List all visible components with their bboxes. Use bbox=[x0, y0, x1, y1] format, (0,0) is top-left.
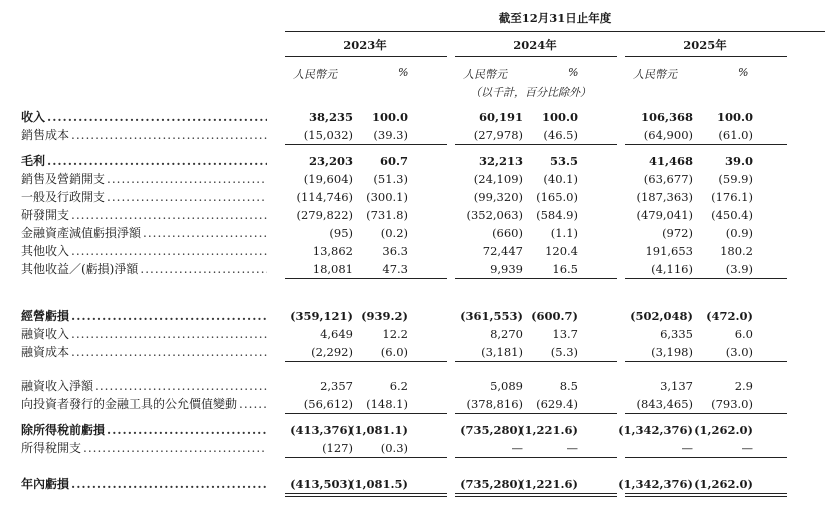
year-2023-heading: 2023年 bbox=[343, 38, 387, 52]
amount-cell: (1,342,376) bbox=[618, 423, 693, 437]
subtotal-rule bbox=[455, 278, 617, 279]
amount-cell: (378,816) bbox=[466, 397, 523, 411]
row-label: 銷售及營銷開支 ..... bbox=[21, 170, 267, 188]
amount-cell: (64,900) bbox=[643, 128, 693, 142]
percent-cell: 180.2 bbox=[720, 244, 753, 258]
row-label: 融資成本 ..... bbox=[21, 343, 267, 361]
year-2024-heading: 2024年 bbox=[513, 38, 557, 52]
percent-cell: (584.9) bbox=[536, 208, 578, 222]
subtotal-rule bbox=[625, 278, 787, 279]
percent-cell: (1,262.0) bbox=[694, 477, 753, 491]
table-row bbox=[0, 206, 833, 224]
row-label: 向投資者發行的金融工具的公允價值變動 ..... bbox=[21, 395, 267, 413]
amount-cell: (19,604) bbox=[303, 172, 353, 186]
currency-unit-2024: 人民幣元 bbox=[463, 68, 507, 81]
amount-cell: (352,063) bbox=[466, 208, 523, 222]
percent-cell: (59.9) bbox=[718, 172, 753, 186]
row-label: 銷售成本 ..... bbox=[21, 126, 267, 144]
percent-cell: (3.9) bbox=[725, 262, 753, 276]
amount-cell: 191,653 bbox=[645, 244, 693, 258]
subtotal-rule bbox=[285, 413, 447, 414]
amount-cell: — bbox=[681, 441, 693, 455]
percent-cell: (0.3) bbox=[380, 441, 408, 455]
amount-cell: 4,649 bbox=[320, 327, 353, 341]
amount-cell: — bbox=[511, 441, 523, 455]
table-row bbox=[0, 126, 833, 144]
percent-cell: (450.4) bbox=[711, 208, 753, 222]
table-row bbox=[0, 395, 833, 413]
percent-cell: (472.0) bbox=[706, 309, 753, 323]
year-2023-rule bbox=[285, 56, 447, 57]
percent-cell: (0.2) bbox=[380, 226, 408, 240]
subtotal-rule bbox=[625, 144, 787, 145]
amount-cell: 9,939 bbox=[490, 262, 523, 276]
row-label: 除所得稅前虧損 ..... bbox=[21, 421, 267, 439]
table-row bbox=[0, 377, 833, 395]
subtotal-rule bbox=[625, 413, 787, 414]
amount-cell: (24,109) bbox=[473, 172, 523, 186]
amount-cell: 3,137 bbox=[660, 379, 693, 393]
percent-cell: 8.5 bbox=[559, 379, 578, 393]
currency-unit-2025: 人民幣元 bbox=[633, 68, 677, 81]
amount-cell: 13,862 bbox=[312, 244, 353, 258]
percent-cell: 100.0 bbox=[371, 110, 408, 124]
amount-cell: 18,081 bbox=[312, 262, 353, 276]
percent-cell: (6.0) bbox=[380, 345, 408, 359]
row-label: 經營虧損 ..... bbox=[21, 307, 267, 325]
percent-cell: 36.3 bbox=[382, 244, 408, 258]
percent-cell: — bbox=[741, 441, 753, 455]
amount-cell: (361,553) bbox=[460, 309, 523, 323]
percent-cell: (600.7) bbox=[531, 309, 578, 323]
amount-cell: (972) bbox=[662, 226, 693, 240]
percent-cell: (46.5) bbox=[543, 128, 578, 142]
percent-cell: (51.3) bbox=[373, 172, 408, 186]
period-heading-rule bbox=[285, 31, 825, 32]
amount-cell: (413,376) bbox=[290, 423, 353, 437]
percent-cell: (300.1) bbox=[366, 190, 408, 204]
row-label: 一般及行政開支 ..... bbox=[21, 188, 267, 206]
currency-unit-2023: 人民幣元 bbox=[293, 68, 337, 81]
subtotal-rule bbox=[455, 361, 617, 362]
table-row bbox=[0, 188, 833, 206]
table-row bbox=[0, 325, 833, 343]
amount-cell: (187,363) bbox=[636, 190, 693, 204]
row-label: 融資收入淨額 ..... bbox=[21, 377, 267, 395]
amount-cell: (359,121) bbox=[290, 309, 353, 323]
subtotal-rule bbox=[455, 457, 617, 458]
amount-cell: (15,032) bbox=[303, 128, 353, 142]
amount-cell: (2,292) bbox=[311, 345, 353, 359]
percent-cell: (0.9) bbox=[725, 226, 753, 240]
percent-cell: (1,081.1) bbox=[349, 423, 408, 437]
percent-cell: (39.3) bbox=[373, 128, 408, 142]
amount-cell: 41,468 bbox=[648, 154, 693, 168]
subtotal-rule bbox=[625, 361, 787, 362]
percent-cell: 47.3 bbox=[382, 262, 408, 276]
table-row bbox=[0, 439, 833, 457]
amount-cell: (27,978) bbox=[473, 128, 523, 142]
table-row bbox=[0, 475, 833, 493]
subtotal-rule bbox=[455, 144, 617, 145]
percent-cell: — bbox=[566, 441, 578, 455]
percent-cell: (148.1) bbox=[366, 397, 408, 411]
table-row bbox=[0, 224, 833, 242]
percent-cell: (5.3) bbox=[550, 345, 578, 359]
percent-cell: (629.4) bbox=[536, 397, 578, 411]
amount-cell: 60,191 bbox=[478, 110, 523, 124]
percent-cell: (1.1) bbox=[550, 226, 578, 240]
amount-cell: (735,280) bbox=[460, 423, 523, 437]
percent-cell: 12.2 bbox=[382, 327, 408, 341]
amount-cell: (99,320) bbox=[473, 190, 523, 204]
row-label: 年內虧損 ..... bbox=[21, 475, 267, 493]
year-2024-rule bbox=[455, 56, 617, 57]
percent-cell: (40.1) bbox=[543, 172, 578, 186]
amount-cell: (114,746) bbox=[296, 190, 353, 204]
percent-cell: 100.0 bbox=[716, 110, 753, 124]
amount-cell: (4,116) bbox=[651, 262, 693, 276]
row-label: 毛利 ..... bbox=[21, 152, 267, 170]
total-double-rule bbox=[625, 493, 787, 497]
amount-cell: (502,048) bbox=[630, 309, 693, 323]
percent-cell: 13.7 bbox=[552, 327, 578, 341]
percent-cell: 53.5 bbox=[549, 154, 578, 168]
subtotal-rule bbox=[285, 457, 447, 458]
percent-cell: (165.0) bbox=[536, 190, 578, 204]
percent-cell: 120.4 bbox=[545, 244, 578, 258]
percent-unit-2025: % bbox=[738, 66, 749, 79]
row-label: 收入 ..... bbox=[21, 108, 267, 126]
subtotal-rule bbox=[455, 413, 617, 414]
subtotal-rule bbox=[285, 144, 447, 145]
amount-cell: (479,041) bbox=[636, 208, 693, 222]
percent-cell: 6.2 bbox=[389, 379, 408, 393]
amount-cell: (660) bbox=[492, 226, 523, 240]
table-row bbox=[0, 108, 833, 126]
year-2025-rule bbox=[625, 56, 787, 57]
row-label: 其他收入 ..... bbox=[21, 242, 267, 260]
amount-cell: (63,677) bbox=[643, 172, 693, 186]
amount-cell: 23,203 bbox=[308, 154, 353, 168]
amount-cell: 32,213 bbox=[478, 154, 523, 168]
percent-cell: (176.1) bbox=[711, 190, 753, 204]
percent-cell: (731.8) bbox=[366, 208, 408, 222]
percent-cell: (793.0) bbox=[711, 397, 753, 411]
percent-cell: 100.0 bbox=[541, 110, 578, 124]
amount-cell: (3,198) bbox=[651, 345, 693, 359]
percent-cell: (1,221.6) bbox=[519, 423, 578, 437]
total-double-rule bbox=[285, 493, 447, 497]
percent-unit-2024: % bbox=[568, 66, 579, 79]
amount-cell: (3,181) bbox=[481, 345, 523, 359]
amount-cell: (95) bbox=[329, 226, 353, 240]
amount-cell: (1,342,376) bbox=[618, 477, 693, 491]
table-row bbox=[0, 260, 833, 278]
amount-cell: 6,335 bbox=[660, 327, 693, 341]
percent-cell: (1,262.0) bbox=[694, 423, 753, 437]
year-2025-heading: 2025年 bbox=[683, 38, 727, 52]
amount-cell: (279,822) bbox=[296, 208, 353, 222]
subtotal-rule bbox=[625, 457, 787, 458]
percent-cell: 60.7 bbox=[379, 154, 408, 168]
subtotal-rule bbox=[285, 361, 447, 362]
units-note: （以千計，百分比除外） bbox=[470, 86, 591, 99]
amount-cell: 5,089 bbox=[490, 379, 523, 393]
table-row bbox=[0, 152, 833, 170]
row-label: 所得稅開支 ..... bbox=[21, 439, 267, 457]
percent-cell: (3.0) bbox=[725, 345, 753, 359]
table-row bbox=[0, 421, 833, 439]
amount-cell: 38,235 bbox=[308, 110, 353, 124]
percent-cell: (939.2) bbox=[361, 309, 408, 323]
row-label: 融資收入 ..... bbox=[21, 325, 267, 343]
amount-cell: 8,270 bbox=[490, 327, 523, 341]
table-row bbox=[0, 307, 833, 325]
subtotal-rule bbox=[285, 278, 447, 279]
table-row bbox=[0, 242, 833, 260]
amount-cell: (56,612) bbox=[303, 397, 353, 411]
amount-cell: (413,503) bbox=[290, 477, 353, 491]
percent-cell: (61.0) bbox=[718, 128, 753, 142]
amount-cell: 2,357 bbox=[320, 379, 353, 393]
amount-cell: 106,368 bbox=[640, 110, 693, 124]
row-label: 金融資產減值虧損淨額 ..... bbox=[21, 224, 267, 242]
percent-cell: (1,221.6) bbox=[519, 477, 578, 491]
table-row bbox=[0, 343, 833, 361]
amount-cell: (127) bbox=[322, 441, 353, 455]
amount-cell: (843,465) bbox=[636, 397, 693, 411]
percent-cell: 2.9 bbox=[734, 379, 753, 393]
row-label: 其他收益／(虧損)淨額 ..... bbox=[21, 260, 267, 278]
amount-cell: (735,280) bbox=[460, 477, 523, 491]
percent-cell: 39.0 bbox=[724, 154, 753, 168]
percent-cell: 16.5 bbox=[552, 262, 578, 276]
row-label: 研發開支 ..... bbox=[21, 206, 267, 224]
total-double-rule bbox=[455, 493, 617, 497]
percent-cell: 6.0 bbox=[734, 327, 753, 341]
period-heading: 截至12月31日止年度 bbox=[498, 11, 612, 25]
percent-unit-2023: % bbox=[398, 66, 409, 79]
percent-cell: (1,081.5) bbox=[349, 477, 408, 491]
table-row bbox=[0, 170, 833, 188]
amount-cell: 72,447 bbox=[482, 244, 523, 258]
